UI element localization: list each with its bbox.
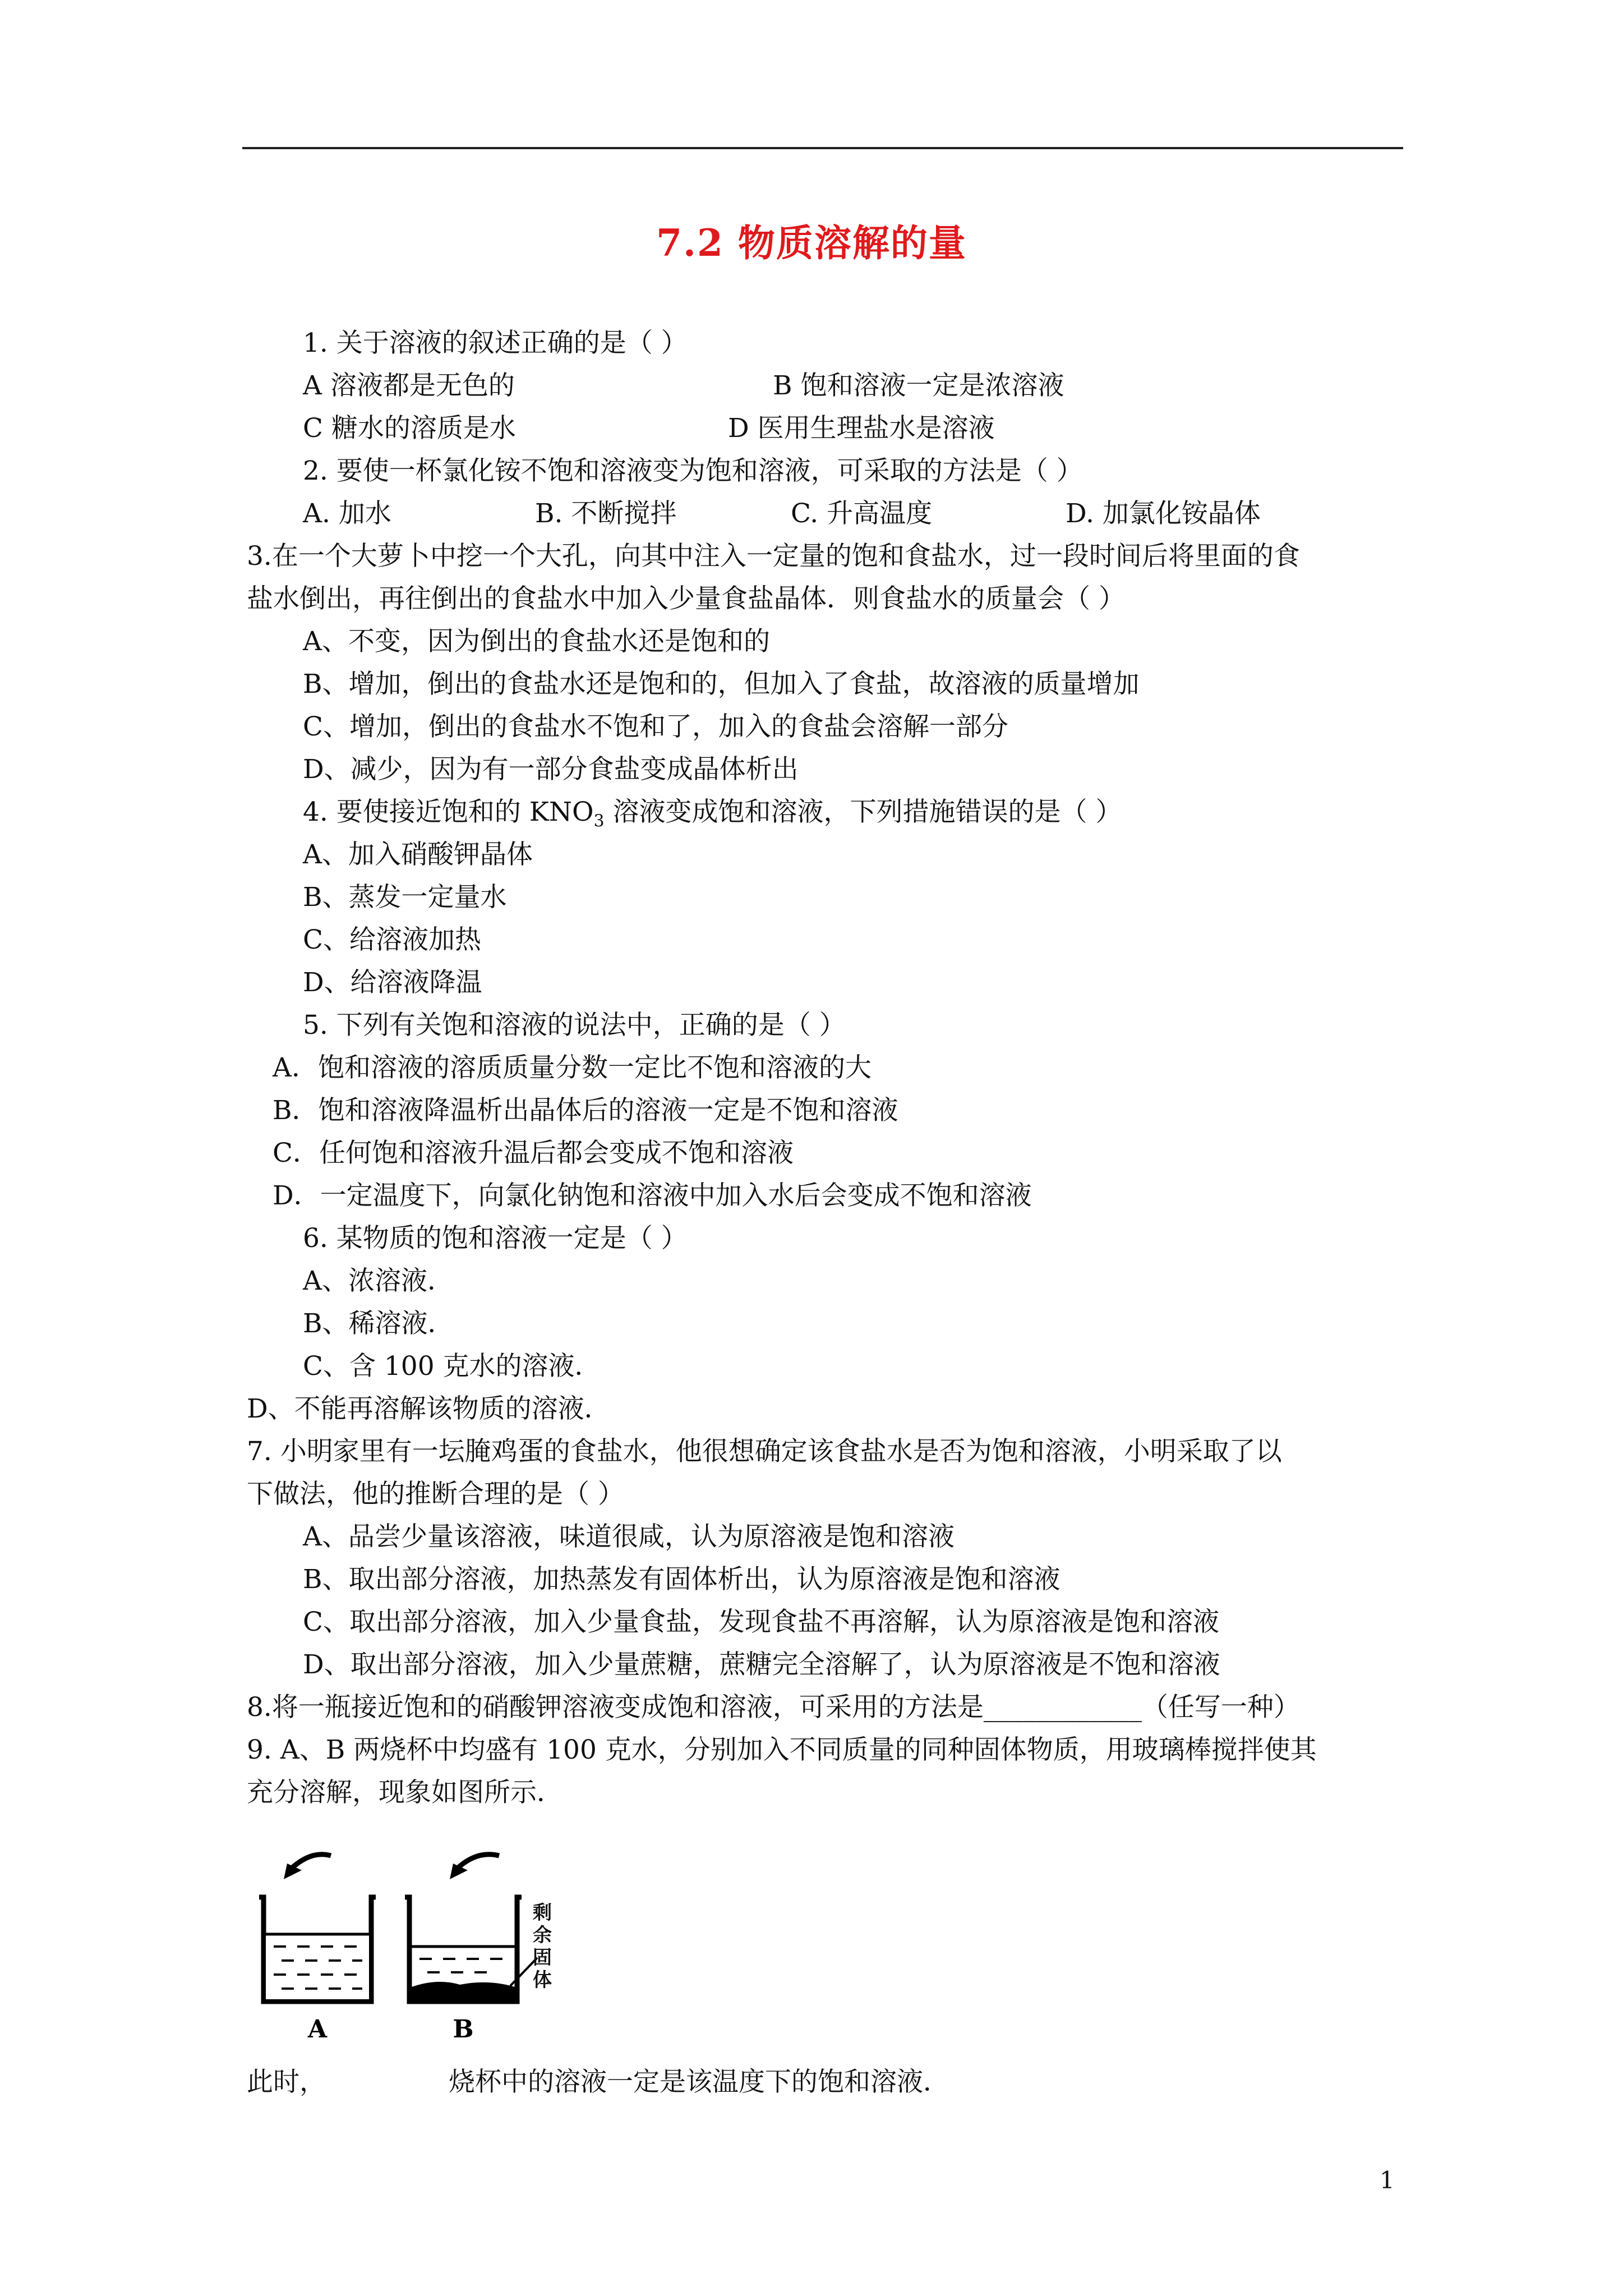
q5-option-c: C．任何饱和溶液升温后都会变成不饱和溶液 [273, 1138, 794, 1168]
q3-stem-line2: 盐水倒出，再往倒出的食盐水中加入少量食盐晶体．则食盐水的质量会（ ） [247, 583, 1125, 614]
q9-answer-prefix: 此时， [247, 2067, 326, 2097]
q6-stem: 6. 某物质的饱和溶液一定是（ ） [303, 1223, 688, 1254]
q1-option-b: B 饱和溶液一定是浓溶液 [773, 370, 1064, 401]
q4-option-c: C、给溶液加热 [303, 924, 481, 955]
q2-option-b: B. 不断搅拌 [535, 498, 677, 529]
beaker-a-icon [259, 1897, 376, 2001]
q3-option-b: B、增加，倒出的食盐水还是饱和的，但加入了食盐，故溶液的质量增加 [303, 669, 1140, 700]
q2-option-d: D. 加氯化铵晶体 [1066, 498, 1261, 529]
q4-stem-pre: 4. 要使接近饱和的 KNO [303, 797, 594, 827]
q7-stem-line2: 下做法，他的推断合理的是（ ） [247, 1479, 624, 1510]
q9-answer-text: 烧杯中的溶液一定是该温度下的饱和溶液． [449, 2067, 949, 2097]
q5-option-a: A．饱和溶液的溶质质量分数一定比不饱和溶液的大 [273, 1052, 872, 1083]
q9-stem-line2: 充分溶解，现象如图所示． [247, 1777, 563, 1808]
q3-stem-line1: 3.在一个大萝卜中挖一个大孔，向其中注入一定量的饱和食盐水，过一段时间后将里面的食 [247, 541, 1300, 572]
q3-option-d: D、减少，因为有一部分食盐变成晶体析出 [303, 754, 799, 785]
beaker-b-arrow-icon [457, 1855, 499, 1869]
q7-option-d: D、取出部分溶液，加入少量蔗糖，蔗糖完全溶解了，认为原溶液是不饱和溶液 [303, 1649, 1220, 1680]
q1-option-d: D 医用生理盐水是溶液 [728, 413, 995, 444]
q3-option-a: A、不变，因为倒出的食盐水还是饱和的 [303, 626, 770, 657]
beaker-figure [247, 1834, 561, 2047]
q4-option-a: A、加入硝酸钾晶体 [303, 839, 533, 870]
q2-option-a: A. 加水 [303, 498, 391, 529]
page-number: 1 [1380, 2166, 1395, 2194]
q5-option-d: D．一定温度下，向氯化钠饱和溶液中加入水后会变成不饱和溶液 [273, 1180, 1032, 1211]
header-rule [242, 147, 1403, 149]
page-title: 7.2 物质溶解的量 [656, 221, 967, 265]
beakers-illustration [247, 1834, 561, 2047]
q6-option-d: D、不能再溶解该物质的溶液． [247, 1393, 611, 1424]
q8-stem: 8.将一瓶接近饱和的硝酸钾溶液变成饱和溶液，可采用的方法是____________（任写一种） [247, 1692, 1300, 1723]
q4-stem-post: 溶液变成饱和溶液，下列措施错误的是（ ） [604, 797, 1122, 827]
q6-option-b: B、稀溶液． [303, 1308, 454, 1339]
beaker-a-arrow-icon [291, 1855, 331, 1869]
remaining-solid-icon [412, 1982, 515, 1999]
q5-stem: 5. 下列有关饱和溶液的说法中，正确的是（ ） [303, 1010, 846, 1041]
q4-option-d: D、给溶液降温 [303, 967, 482, 998]
q7-option-b: B、取出部分溶液，加热蒸发有固体析出，认为原溶液是饱和溶液 [303, 1564, 1061, 1595]
q7-option-c: C、取出部分溶液，加入少量食盐，发现食盐不再溶解，认为原溶液是饱和溶液 [303, 1607, 1219, 1637]
q9-stem-line1: 9. A、B 两烧杯中均盛有 100 克水，分别加入不同质量的同种固体物质，用玻璃棒搅拌使其 [247, 1734, 1317, 1765]
q6-option-c: C、含 100 克水的溶液． [303, 1351, 601, 1382]
beaker-a-label: A [307, 2015, 328, 2044]
beaker-b-label: B [453, 2015, 474, 2044]
q1-option-a: A 溶液都是无色的 [303, 370, 515, 401]
q7-stem-line1: 7. 小明家里有一坛腌鸡蛋的食盐水，他很想确定该食盐水是否为饱和溶液，小明采取了以 [247, 1436, 1282, 1467]
q2-option-c: C. 升高温度 [791, 498, 933, 529]
q2-stem: 2. 要使一杯氯化铵不饱和溶液变为饱和溶液，可采取的方法是（ ） [303, 455, 1083, 486]
q1-option-c: C 糖水的溶质是水 [303, 413, 516, 444]
q6-option-a: A、浓溶液． [303, 1266, 454, 1296]
q4-option-b: B、蒸发一定量水 [303, 882, 507, 913]
q4-stem [303, 795, 1122, 838]
q4-stem-subscript: 3 [593, 811, 605, 831]
q5-option-b: B．饱和溶液降温析出晶体后的溶液一定是不饱和溶液 [273, 1095, 898, 1126]
beaker-b-icon [405, 1897, 537, 2001]
q3-option-c: C、增加，倒出的食盐水不饱和了，加入的食盐会溶解一部分 [303, 711, 1008, 742]
q7-option-a: A、品尝少量该溶液，味道很咸，认为原溶液是饱和溶液 [303, 1521, 955, 1552]
q1-stem: 1. 关于溶液的叙述正确的是（ ） [303, 328, 688, 358]
remaining-solid-label: 剩余固体 [533, 1902, 552, 1991]
